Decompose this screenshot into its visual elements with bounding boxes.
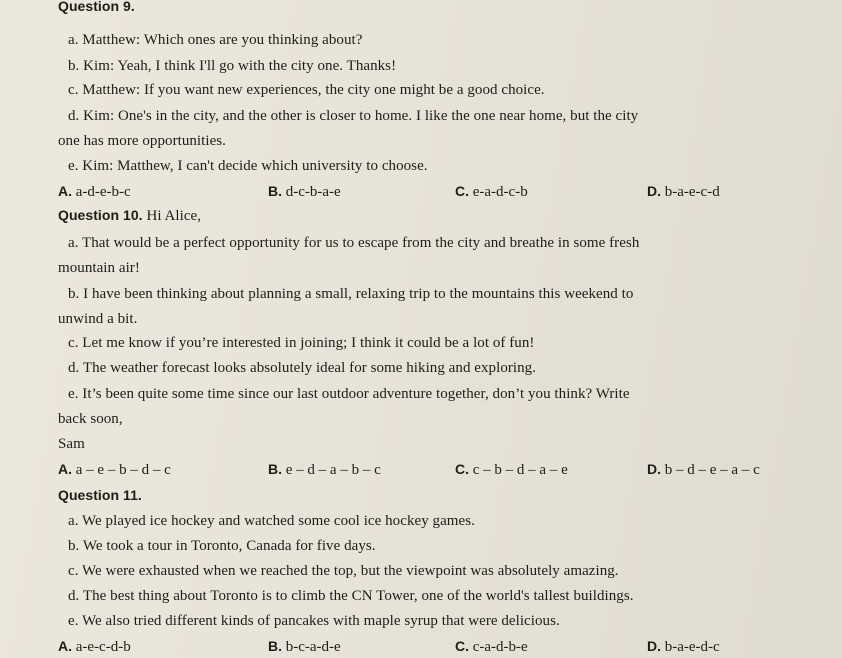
q11-line-d: d. The best thing about Toronto is to climb the CN Tower, one of the world's tallest buildings. xyxy=(68,588,634,604)
q10-line-e: e. It’s been quite some time since our last outdoor adventure together, don’t you think? Write xyxy=(68,386,630,402)
option-label: C. xyxy=(455,461,469,477)
q10-option-c[interactable] xyxy=(455,460,568,479)
option-label: A. xyxy=(58,183,72,199)
q9-line-e: e. Kim: Matthew, I can't decide which university to choose. xyxy=(68,158,428,174)
option-text: a – e – b – d – c xyxy=(75,462,171,478)
q10-line-b-cont: unwind a bit. xyxy=(58,311,138,327)
option-label: B. xyxy=(268,461,282,477)
q10-greeting: Hi Alice, xyxy=(146,208,202,224)
option-text: a-d-e-b-c xyxy=(75,184,131,200)
option-text: b – d – e – a – c xyxy=(664,462,760,478)
q10-signature: Sam xyxy=(58,436,85,452)
option-text: e-a-d-c-b xyxy=(472,184,528,200)
q9-line-a: a. Matthew: Which ones are you thinking about? xyxy=(68,32,363,48)
q11-option-a[interactable] xyxy=(58,637,131,656)
q9-option-b[interactable] xyxy=(268,182,341,201)
q11-option-b[interactable] xyxy=(268,637,341,656)
option-text: c-a-d-b-e xyxy=(472,639,528,655)
q10-option-a[interactable] xyxy=(58,460,171,479)
q10-line-c: c. Let me know if you’re interested in joining; I think it could be a lot of fun! xyxy=(68,335,535,351)
option-label: A. xyxy=(58,638,72,654)
q9-line-d-cont: one has more opportunities. xyxy=(58,133,226,149)
option-text: b-a-e-d-c xyxy=(664,639,720,655)
option-text: b-a-e-c-d xyxy=(664,184,720,200)
q11-title: Question 11. xyxy=(58,487,142,503)
q10-line-a: a. That would be a perfect opportunity for us to escape from the city and breathe in some fresh xyxy=(68,235,640,251)
q10-line-b: b. I have been thinking about planning a small, relaxing trip to the mountains this weekend to xyxy=(68,286,634,302)
q11-line-a: a. We played ice hockey and watched some cool ice hockey games. xyxy=(68,513,475,529)
q9-option-a[interactable] xyxy=(58,182,131,201)
q9-line-d: d. Kim: One's in the city, and the other is closer to home. I like the one near home, but the city xyxy=(68,108,639,124)
option-text: d-c-b-a-e xyxy=(285,184,341,200)
option-label: C. xyxy=(455,183,469,199)
q11-option-d[interactable] xyxy=(647,637,720,656)
q11-option-c[interactable] xyxy=(455,637,528,656)
q11-line-c: c. We were exhausted when we reached the top, but the viewpoint was absolutely amazing. xyxy=(68,563,619,579)
q10-option-b[interactable] xyxy=(268,460,381,479)
q9-line-c: c. Matthew: If you want new experiences, the city one might be a good choice. xyxy=(68,82,545,98)
q10-title: Question 10. xyxy=(58,207,143,223)
option-text: e – d – a – b – c xyxy=(285,462,381,478)
option-text: c – b – d – a – e xyxy=(472,462,568,478)
q10-line-d: d. The weather forecast looks absolutely ideal for some hiking and exploring. xyxy=(68,360,537,376)
q10-line-a-cont: mountain air! xyxy=(58,260,140,276)
option-label: B. xyxy=(268,183,282,199)
q9-line-b: b. Kim: Yeah, I think I'll go with the city one. Thanks! xyxy=(68,58,397,74)
q11-line-b: b. We took a tour in Toronto, Canada for five days. xyxy=(68,538,376,554)
q10-heading xyxy=(58,206,201,225)
option-label: D. xyxy=(647,183,661,199)
option-text: b-c-a-d-e xyxy=(285,639,341,655)
option-text: a-e-c-d-b xyxy=(75,639,131,655)
option-label: A. xyxy=(58,461,72,477)
option-label: D. xyxy=(647,461,661,477)
q10-line-e-cont: back soon, xyxy=(58,411,123,427)
option-label: C. xyxy=(455,638,469,654)
q11-line-e: e. We also tried different kinds of pancakes with maple syrup that were delicious. xyxy=(68,613,560,629)
q9-option-c[interactable] xyxy=(455,182,528,201)
option-label: B. xyxy=(268,638,282,654)
q9-option-d[interactable] xyxy=(647,182,720,201)
option-label: D. xyxy=(647,638,661,654)
q9-title: Question 9. xyxy=(58,0,135,14)
q10-option-d[interactable] xyxy=(647,460,760,479)
